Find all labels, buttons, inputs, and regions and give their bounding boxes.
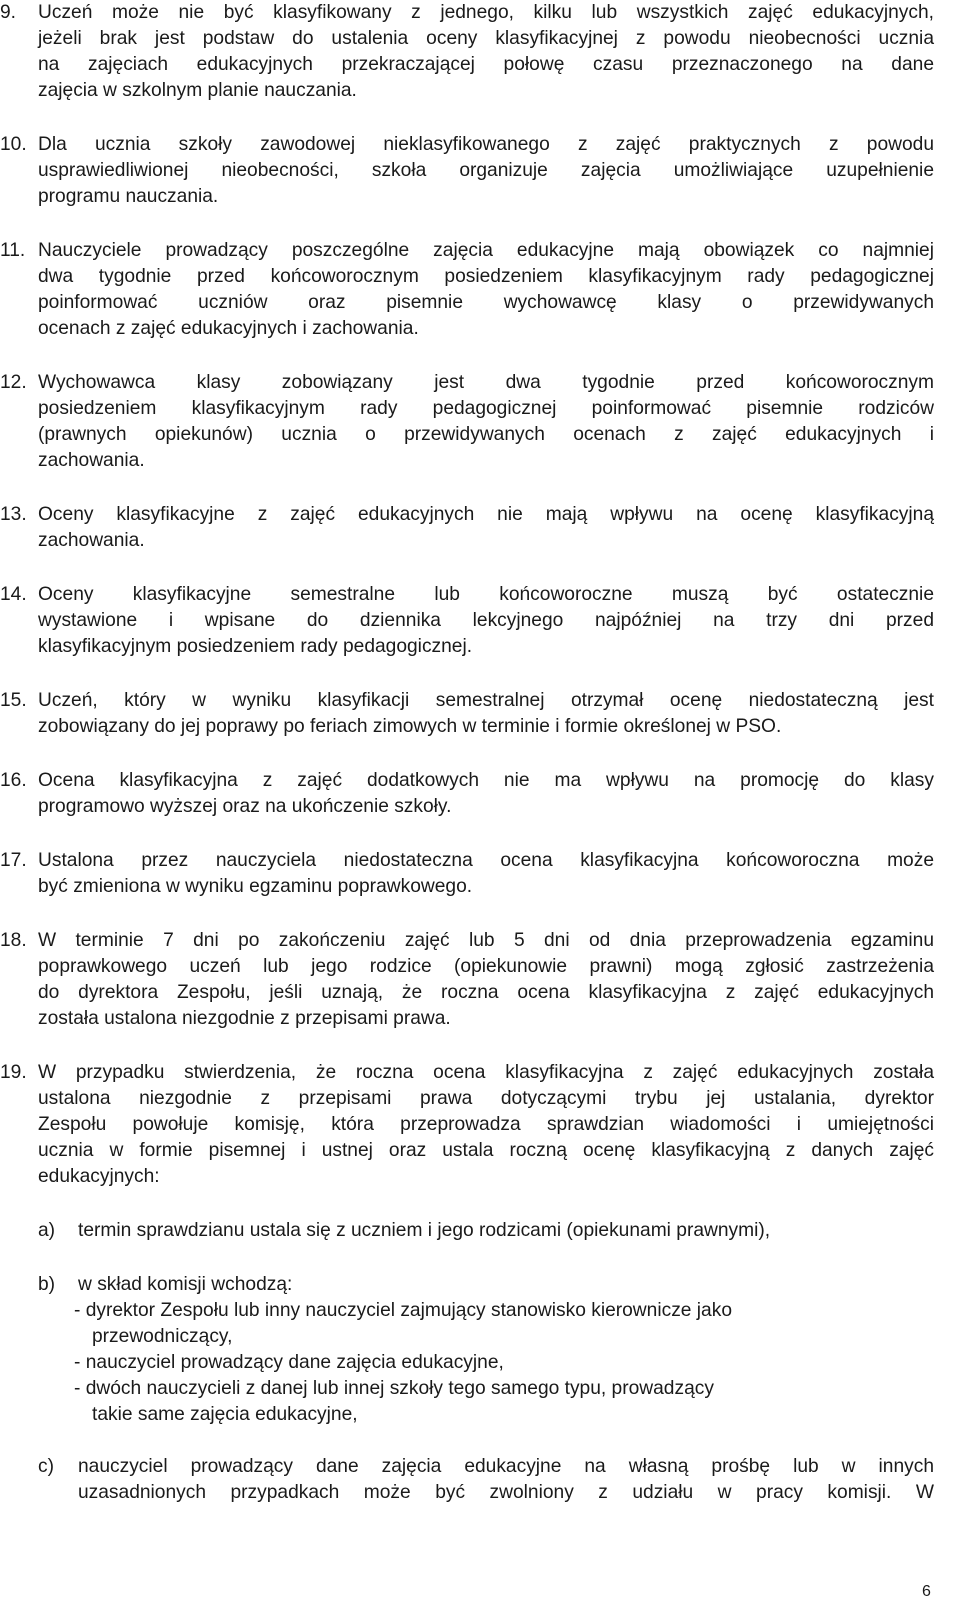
dash-line: - dwóch nauczycieli z danej lub innej szkoły tego samego typu, prowadzący: [74, 1378, 714, 1399]
text-line: zachowania.: [38, 450, 145, 471]
text-line: ustalona niezgodnie z przepisami prawa dotyczącymi trybu jej ustalania, dyrektor: [38, 1088, 934, 1109]
text-line: wystawione i wpisane do dziennika lekcyjnego najpóźniej na trzy dni przed: [38, 610, 934, 631]
item-number: 19.: [0, 1062, 27, 1083]
item-number: 12.: [0, 372, 27, 393]
text-line: zachowania.: [38, 530, 145, 551]
text-line: ocenach z zajęć edukacyjnych i zachowania.: [38, 318, 419, 339]
dash-line: - nauczyciel prowadzący dane zajęcia edukacyjne,: [74, 1352, 504, 1373]
text-line: dwa tygodnie przed końcoworocznym posiedzeniem klasyfikacyjnym rady pedagogicznej: [38, 266, 934, 287]
text-line: uzasadnionych przypadkach może być zwolniony z udziału w pracy komisji. W: [78, 1482, 934, 1503]
text-line: ucznia w formie pisemnej i ustnej oraz ustala roczną ocenę klasyfikacyjną z danych zajęć: [38, 1140, 934, 1161]
item-number: 13.: [0, 504, 27, 525]
text-line: programowo wyższej oraz na ukończenie szkoły.: [38, 796, 452, 817]
text-line: programu nauczania.: [38, 186, 219, 207]
item-number: 17.: [0, 850, 27, 871]
item-number: 14.: [0, 584, 27, 605]
text-line: Zespołu powołuje komisję, która przeprowadza sprawdzian wiadomości i umiejętności: [38, 1114, 934, 1135]
sub-item-letter: b): [38, 1274, 56, 1295]
text-line: W przypadku stwierdzenia, że roczna ocena klasyfikacyjna z zajęć edukacyjnych została: [38, 1062, 934, 1083]
page-number: 6: [922, 1583, 931, 1600]
item-number: 16.: [0, 770, 27, 791]
item-number: 10.: [0, 134, 27, 155]
text-line: w skład komisji wchodzą:: [78, 1274, 293, 1295]
text-line: (prawnych opiekunów) ucznia o przewidywanych ocenach z zajęć edukacyjnych i: [38, 424, 934, 445]
text-line: klasyfikacyjnym posiedzeniem rady pedagogicznej.: [38, 636, 473, 657]
item-number: 18.: [0, 930, 27, 951]
text-line: Uczeń, który w wyniku klasyfikacji semestralnej otrzymał ocenę niedostateczną jest: [38, 690, 934, 711]
dash-line: przewodniczący,: [92, 1326, 233, 1347]
text-line: usprawiedliwionej nieobecności, szkoła organizuje zajęcia umożliwiające uzupełnienie: [38, 160, 934, 181]
item-number: 9.: [0, 2, 17, 23]
text-line: poprawkowego uczeń lub jego rodzice (opiekunowie prawni) mogą zgłosić zastrzeżenia: [38, 956, 934, 977]
item-number: 15.: [0, 690, 27, 711]
text-line: do dyrektora Zespołu, jeśli uznają, że roczna ocena klasyfikacyjna z zajęć edukacyjnych: [38, 982, 934, 1003]
text-line: posiedzeniem klasyfikacyjnym rady pedagogicznej poinformować pisemnie rodziców: [38, 398, 934, 419]
text-line: na zajęciach edukacyjnych przekraczającej połowę czasu przeznaczonego na dane: [38, 54, 934, 75]
item-number: 11.: [0, 240, 26, 261]
text-line: Oceny klasyfikacyjne z zajęć edukacyjnych nie mają wpływu na ocenę klasyfikacyjną: [38, 504, 934, 525]
sub-item-letter: a): [38, 1220, 56, 1241]
text-line: Ustalona przez nauczyciela niedostateczna ocena klasyfikacyjna końcoworoczna może: [38, 850, 934, 871]
text-line: poinformować uczniów oraz pisemnie wychowawcę klasy o przewidywanych: [38, 292, 934, 313]
dash-line: takie same zajęcia edukacyjne,: [92, 1404, 358, 1425]
text-line: została ustalona niezgodnie z przepisami prawa.: [38, 1008, 451, 1029]
text-line: nauczyciel prowadzący dane zajęcia edukacyjne na własną prośbę lub w innych: [78, 1456, 934, 1477]
text-line: termin sprawdzianu ustala się z uczniem i jego rodzicami (opiekunami prawnymi),: [78, 1220, 771, 1241]
text-line: Oceny klasyfikacyjne semestralne lub końcoworoczne muszą być ostatecznie: [38, 584, 934, 605]
text-line: W terminie 7 dni po zakończeniu zajęć lub 5 dni od dnia przeprowadzenia egzaminu: [38, 930, 934, 951]
text-line: Nauczyciele prowadzący poszczególne zajęcia edukacyjne mają obowiązek co najmniej: [38, 240, 934, 261]
text-line: edukacyjnych:: [38, 1166, 160, 1187]
sub-item-letter: c): [38, 1456, 54, 1477]
text-line: Uczeń może nie być klasyfikowany z jednego, kilku lub wszystkich zajęć edukacyjnych,: [38, 2, 934, 23]
dash-line: - dyrektor Zespołu lub inny nauczyciel zajmujący stanowisko kierownicze jako: [74, 1300, 732, 1321]
text-line: zobowiązany do jej poprawy po feriach zimowych w terminie i formie określonej w PSO.: [38, 716, 782, 737]
text-line: Ocena klasyfikacyjna z zajęć dodatkowych nie ma wpływu na promocję do klasy: [38, 770, 934, 791]
text-line: jeżeli brak jest podstaw do ustalenia oceny klasyfikacyjnej z powodu nieobecności ucznia: [38, 28, 934, 49]
text-line: zajęcia w szkolnym planie nauczania.: [38, 80, 357, 101]
text-line: Wychowawca klasy zobowiązany jest dwa tygodnie przed końcoworocznym: [38, 372, 934, 393]
text-line: Dla ucznia szkoły zawodowej nieklasyfikowanego z zajęć praktycznych z powodu: [38, 134, 934, 155]
text-line: być zmieniona w wyniku egzaminu poprawkowego.: [38, 876, 473, 897]
